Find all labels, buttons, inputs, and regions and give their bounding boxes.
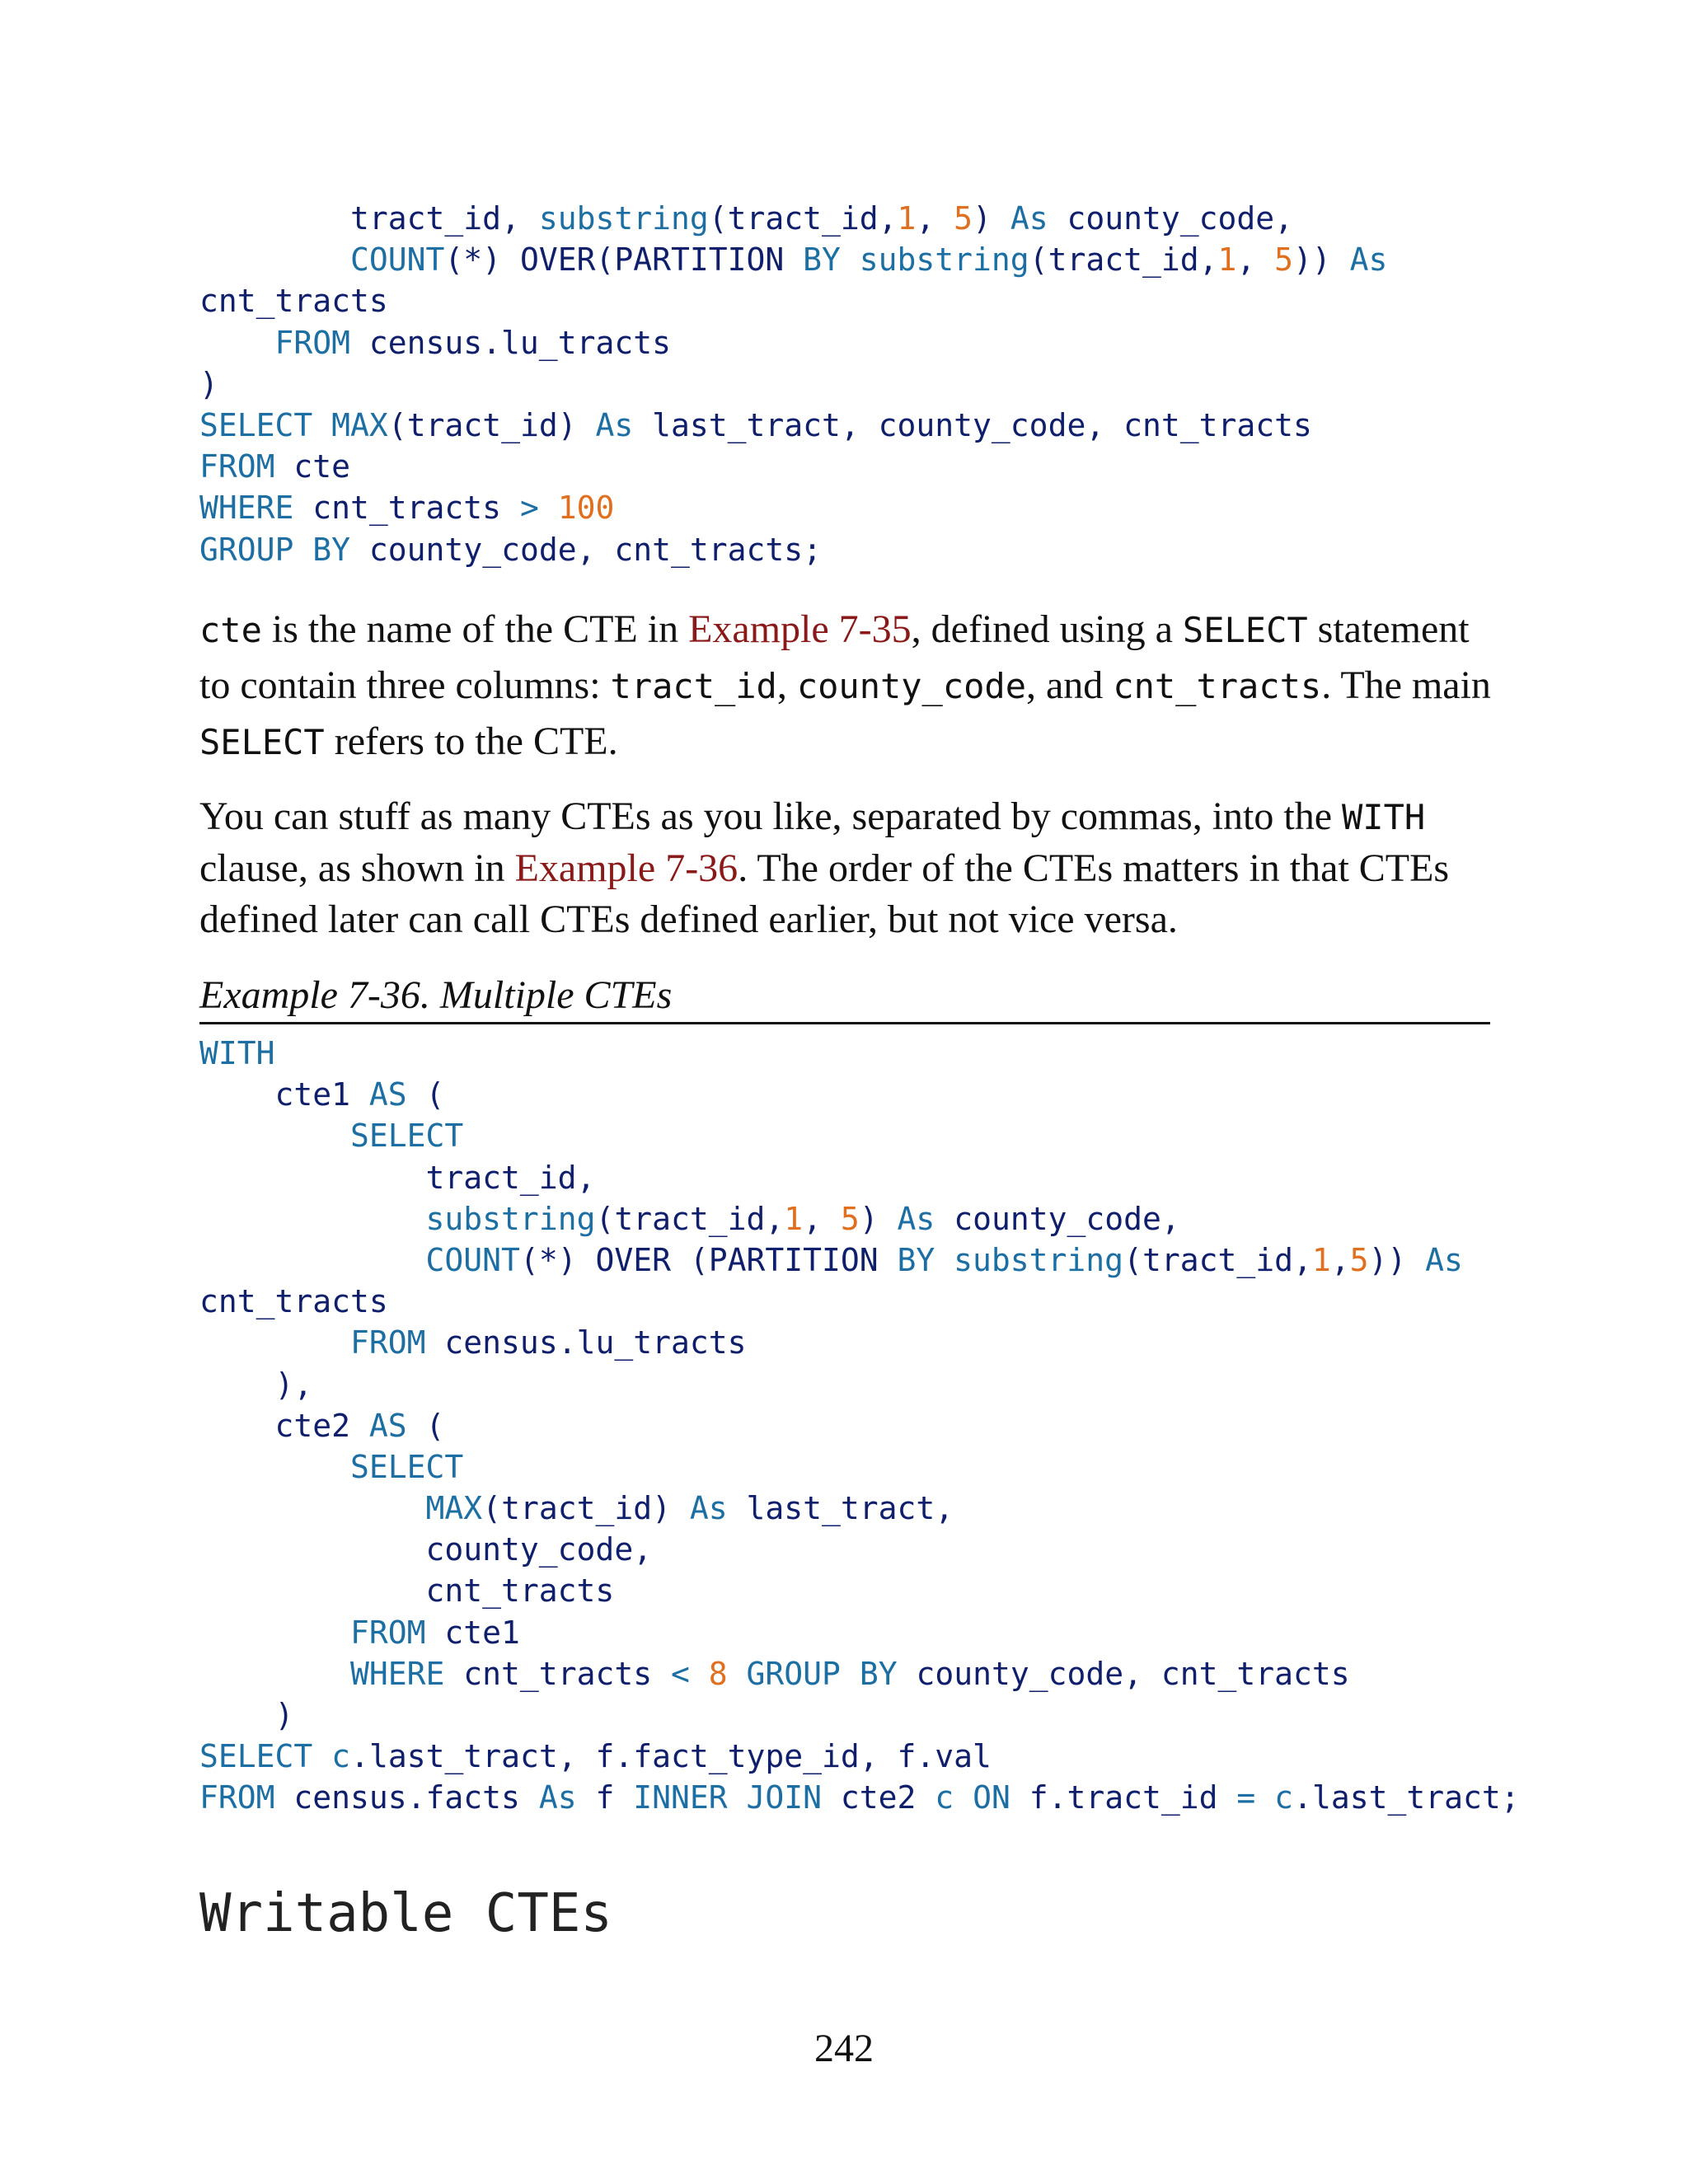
code-token: JOIN: [746, 1779, 823, 1816]
code-line: [199, 322, 1387, 363]
code-token: ,: [1330, 1241, 1350, 1278]
code-token: 1: [1217, 241, 1237, 279]
code-line: [199, 1694, 1520, 1736]
code-token: [728, 1779, 747, 1816]
code-token: BY: [803, 241, 841, 279]
code-block-example-7-36: [199, 1033, 1520, 1819]
code-line: [199, 1446, 1520, 1488]
code-token: SELECT: [350, 1118, 464, 1155]
code-line: [199, 198, 1387, 239]
code-line: [199, 1570, 1520, 1611]
code-line: [199, 1322, 1520, 1363]
code-token: ,: [501, 200, 539, 237]
code-token: [312, 407, 331, 443]
code-line: [199, 1157, 1520, 1198]
link-example-7-36[interactable]: Example 7-36: [514, 846, 738, 890]
code-token: [539, 490, 558, 526]
page-number: 242: [814, 2027, 874, 2070]
code-token: [690, 1656, 709, 1692]
code-token: county_code,: [1048, 200, 1294, 237]
code-token: 5: [954, 200, 973, 237]
text: , and: [1026, 663, 1114, 707]
code-token: AS: [368, 1407, 407, 1444]
code-token: FROM: [350, 1324, 426, 1361]
code-token: [199, 1118, 350, 1154]
code-token: ): [859, 1200, 898, 1237]
text: statement to contain three columns:: [199, 607, 1470, 707]
code-token: [199, 1242, 426, 1278]
text: ,: [776, 663, 797, 707]
code-token: ): [199, 1697, 294, 1733]
code-token: [199, 241, 350, 278]
code-token: COUNT: [425, 1241, 520, 1278]
code-line: [199, 1033, 1520, 1074]
code-line: [199, 280, 1387, 321]
code-token: =: [1236, 1779, 1256, 1816]
code-token: FROM: [350, 1614, 426, 1651]
code-token: WHERE: [350, 1655, 445, 1692]
code-token: [312, 1738, 331, 1774]
code-token: cte2: [199, 1407, 369, 1444]
code-token: ): [973, 200, 1010, 237]
code-line: [199, 446, 1387, 487]
code-token: SELECT: [199, 1738, 313, 1775]
code-token: INNER: [633, 1779, 728, 1816]
code-token: [199, 1324, 350, 1361]
code-token: substring: [859, 241, 1029, 279]
code-line: [199, 529, 1387, 570]
code-token: As: [1010, 200, 1048, 237]
code-token: GROUP: [746, 1655, 841, 1692]
code-token: [199, 1615, 350, 1651]
code-token: county_code, cnt_tracts;: [350, 531, 822, 568]
inline-code: SELECT: [1182, 610, 1308, 650]
code-token: (tract_id,: [1123, 1241, 1312, 1278]
code-token: cte2: [822, 1779, 935, 1816]
code-token: census.facts: [274, 1779, 539, 1816]
code-token: (tract_id): [482, 1490, 690, 1527]
code-token: AS: [368, 1076, 407, 1113]
code-token: c: [331, 1738, 351, 1775]
code-token: last_tract,: [727, 1490, 954, 1527]
code-token: 1: [784, 1200, 804, 1237]
code-token: substring: [538, 200, 709, 237]
text: . The order of the CTEs matters in that CTEs defined later can call CTEs defined earlier, but not vice versa.: [199, 846, 1450, 941]
code-token: BY: [897, 1241, 935, 1278]
code-token: As: [689, 1490, 728, 1527]
code-block-top: [199, 198, 1387, 570]
code-line: [199, 1281, 1520, 1322]
code-line: [199, 239, 1387, 280]
code-line: [199, 1364, 1520, 1405]
code-token: (tract_id,: [1029, 241, 1218, 279]
code-token: ,: [1236, 241, 1275, 279]
code-token: .last_tract;: [1293, 1779, 1520, 1816]
code-token: ON: [973, 1779, 1010, 1816]
code-line: [199, 1074, 1520, 1115]
inline-code: SELECT: [199, 722, 325, 762]
code-token: substring: [954, 1241, 1124, 1278]
code-token: [841, 1656, 860, 1692]
code-token: cte: [274, 448, 351, 485]
code-token: [1255, 1779, 1274, 1816]
code-token: [954, 1779, 973, 1816]
code-token: ,: [803, 1200, 841, 1237]
code-token: WHERE: [199, 490, 294, 527]
code-token: As: [1425, 1241, 1463, 1278]
code-token: cte1: [425, 1614, 520, 1651]
code-token: cnt_tracts: [293, 490, 520, 527]
code-line: [199, 487, 1387, 528]
code-token: ,: [916, 200, 954, 237]
text: You can stuff as many CTEs as you like, separated by commas, into the: [199, 794, 1342, 838]
code-token: cte1: [199, 1076, 369, 1113]
code-token: (tract_id,: [595, 1200, 785, 1237]
code-line: [199, 1777, 1520, 1818]
code-token: SELECT: [199, 406, 313, 443]
code-token: (tract_id): [387, 406, 596, 443]
code-token: c: [1274, 1779, 1294, 1816]
code-token: 100: [557, 490, 615, 527]
code-token: substring: [425, 1200, 596, 1237]
code-token: 5: [840, 1200, 860, 1237]
code-token: 1: [1311, 1241, 1331, 1278]
code-token: As: [1349, 241, 1388, 279]
code-token: BY: [312, 531, 351, 568]
code-token: (tract_id,: [708, 200, 898, 237]
code-token: [199, 1449, 350, 1485]
inline-code: tract_id: [610, 666, 777, 706]
code-token: cnt_tracts: [199, 1572, 615, 1610]
text: . The main: [1321, 663, 1491, 707]
code-token: As: [595, 406, 634, 443]
code-token: f: [576, 1779, 634, 1816]
code-token: [199, 1656, 350, 1692]
code-token: <: [670, 1655, 690, 1692]
code-token: c: [935, 1779, 954, 1816]
inline-code: WITH: [1342, 797, 1426, 837]
code-token: FROM: [199, 448, 275, 485]
code-token: county_code, cnt_tracts: [897, 1655, 1350, 1692]
code-token: >: [519, 490, 539, 527]
code-token: [841, 241, 860, 278]
code-line: [199, 1653, 1520, 1694]
code-token: [199, 200, 350, 237]
code-token: 5: [1274, 241, 1294, 279]
code-line: [199, 1529, 1520, 1570]
section-heading: Writable CTEs: [199, 1883, 612, 1944]
code-line: [199, 1198, 1520, 1240]
code-line: [199, 1612, 1520, 1653]
code-token: [199, 1490, 426, 1526]
code-token: census.lu_tracts: [425, 1324, 747, 1361]
code-token: As: [538, 1779, 577, 1816]
code-token: county_code,: [935, 1200, 1180, 1237]
code-token: WITH: [199, 1035, 275, 1071]
text: is the name of the CTE in: [261, 607, 689, 651]
code-token: FROM: [274, 324, 351, 361]
code-line: [199, 1405, 1520, 1446]
code-token: 1: [897, 200, 917, 237]
code-token: 5: [1349, 1241, 1369, 1278]
code-token: [935, 1242, 954, 1278]
inline-code: cnt_tracts: [1113, 666, 1322, 706]
code-token: )): [1368, 1241, 1426, 1278]
example-caption: Example 7-36. Multiple CTEs: [199, 971, 1490, 1024]
code-token: .last_tract, f.fact_type_id, f.val: [350, 1738, 992, 1775]
link-example-7-35[interactable]: Example 7-35: [688, 607, 912, 651]
text: refers to the CTE.: [324, 719, 618, 763]
code-token: As: [897, 1200, 935, 1237]
code-token: f.tract_id: [1010, 1779, 1237, 1816]
text: , defined using a: [911, 607, 1183, 651]
code-token: (*): [444, 241, 520, 279]
code-token: tract_id,: [199, 1159, 596, 1196]
code-token: [728, 1656, 747, 1692]
code-line: [199, 1488, 1520, 1529]
code-token: ),: [199, 1366, 313, 1403]
code-token: FROM: [199, 1779, 275, 1816]
code-token: OVER: [519, 241, 596, 279]
code-token: ): [199, 365, 218, 402]
code-line: [199, 405, 1387, 446]
code-token: [199, 1201, 426, 1237]
code-token: [293, 532, 312, 568]
code-token: cnt_tracts: [199, 283, 388, 320]
code-token: tract_id: [350, 200, 502, 237]
paragraph-multiple-ctes: [199, 791, 1502, 945]
code-line: [199, 1115, 1520, 1156]
code-token: 8: [708, 1655, 728, 1692]
code-line: [199, 363, 1387, 405]
inline-code: cte: [199, 610, 262, 650]
code-token: COUNT: [350, 241, 445, 279]
code-token: cnt_tracts: [444, 1655, 671, 1692]
code-token: SELECT: [350, 1448, 464, 1485]
code-token: county_code,: [199, 1531, 653, 1568]
code-token: (: [406, 1076, 445, 1113]
paragraph-cte-definition: [199, 602, 1502, 770]
code-token: last_tract, county_code, cnt_tracts: [633, 406, 1312, 443]
code-token: (: [406, 1407, 445, 1444]
code-token: )): [1293, 241, 1350, 279]
code-token: cnt_tracts: [199, 1283, 388, 1320]
code-line: [199, 1240, 1520, 1281]
inline-code: county_code: [796, 666, 1026, 706]
code-line: [199, 1736, 1520, 1777]
code-token: census.lu_tracts: [350, 324, 671, 361]
code-token: GROUP: [199, 531, 294, 568]
text: clause, as shown in: [199, 846, 515, 890]
code-token: MAX: [425, 1490, 483, 1527]
code-token: (PARTITION: [595, 241, 804, 279]
code-token: [199, 325, 275, 361]
code-token: MAX: [331, 406, 388, 443]
code-token: (*) OVER (PARTITION: [519, 1241, 898, 1278]
code-token: BY: [859, 1655, 898, 1692]
